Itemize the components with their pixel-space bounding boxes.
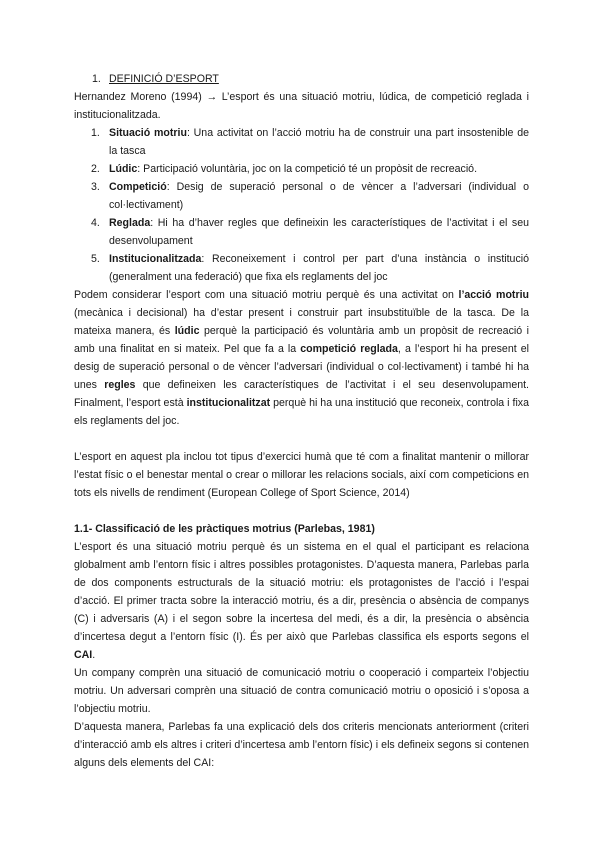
criterion-term: Lúdic	[109, 163, 138, 175]
criterion-item	[74, 124, 529, 160]
criterion-item	[74, 160, 529, 178]
criterion-description: : Desig de superació personal o de vèncer a l’adversari (individual o col·lectivament)	[109, 181, 529, 211]
bold-term: institucionalitzat	[186, 397, 271, 409]
bold-term: regles	[104, 379, 136, 391]
text-run: L’esport és una situació motriu perquè és un sistema en el qual el participant es relaciona globalment amb l’entorn físic i altres possibles protagonistes. D’aquesta manera, Parlebas parla de dos components estructurals de la situació motriu: els protagonistes de l’acció i l’espai d’acció. El primer tracta sobre la interacció motriu, és a dir, presència o absència de companys (C) i adversaris (A) i el segon sobre la incertesa del medi, és a dir, la presència o absència d’incertesa degut a l’entorn físic (I). És per això que Parlebas classifica els esports segons el	[74, 541, 529, 643]
parlebas-paragraph	[74, 538, 529, 664]
definition-criteria-list	[74, 124, 529, 286]
criterion-term: Situació motriu	[109, 127, 187, 139]
bold-term: lúdic	[174, 325, 200, 337]
criterion-number: 4.	[91, 217, 100, 229]
bold-term: l’acció motriu	[458, 289, 529, 301]
text-run: , a l’esport hi ha present el desig de superació personal o de vèncer l’adversari (individual o col·lectivament) i també hi ha unes	[74, 343, 529, 391]
text-run: que defineixen les característiques de l’activitat i el seu desenvolupament. Finalment, l’esport està	[74, 379, 529, 409]
section-number: 1.	[92, 73, 101, 85]
document-body	[74, 70, 529, 772]
spacer	[74, 430, 529, 448]
criterion-term: Institucionalitzada	[109, 253, 202, 265]
text-run: (mecànica i decisional) ha d’estar present i construir part insubstituïble de la tasca. De la mateixa manera, és	[74, 307, 529, 337]
text-run: .	[92, 649, 96, 661]
criterion-description: : Reconeixement i control per part d’una instància o institució (generalment una federació) que fixa els reglaments del joc	[109, 253, 529, 283]
company-adversary-paragraph: Un company comprèn una situació de comunicació motriu o cooperació i comparteix l’objectiu motriu. Un adversari comprèn una situació de contra comunicació motriu o oposició i s’oposa a l’objectiu motriu.	[74, 667, 529, 715]
bold-term: CAI	[74, 649, 93, 661]
bold-term: competició reglada	[300, 343, 398, 355]
text-run: perquè la participació és voluntària amb un propòsit de recreació i amb una finalitat en si mateix. Pel que fa a la	[74, 325, 529, 355]
criterion-term: Reglada	[109, 217, 151, 229]
criterion-description: : Una activitat on l’acció motriu ha de construir una part insostenible de la tasca	[109, 127, 529, 157]
criterion-description: : Participació voluntària, joc on la competició té un propòsit de recreació.	[137, 163, 478, 175]
criterion-item	[74, 214, 529, 250]
criterion-item	[74, 250, 529, 286]
criterion-item	[74, 178, 529, 214]
spacer	[74, 502, 529, 520]
section-title: DEFINICIÓ D’ESPORT	[109, 73, 219, 85]
text-run: perquè hi ha una institució que reconeix, controla i fixa els reglaments del joc.	[74, 397, 529, 427]
ecss-definition-paragraph: L’esport en aquest pla inclou tot tipus d’exercici humà que té com a finalitat mantenir o millorar l’estat físic o el benestar mental o crear o millorar les relacions socials, així com competicions en tots els nivells de rendiment (European College of Sport Science, 2014)	[74, 451, 529, 499]
criterion-description: : Hi ha d’haver regles que defineixin les característiques de l’activitat i el seu desenvolupament	[109, 217, 529, 247]
criterion-number: 3.	[91, 181, 100, 193]
criteria-intro-paragraph: D’aquesta manera, Parlebas fa una explicació dels dos criteris mencionats anteriorment (criteri d’interacció amb els altres i criteri d’incertesa amb l’entorn físic) i els defineix segons si contenen alguns dels elements del CAI:	[74, 721, 529, 769]
text-run: Podem considerar l’esport com una situació motriu perquè és una activitat on	[74, 289, 459, 301]
criterion-number: 2.	[91, 163, 100, 175]
criterion-term: Competició	[109, 181, 167, 193]
definition-explanation-paragraph	[74, 286, 529, 430]
subsection-heading: 1.1- Classificació de les pràctiques motrius (Parlebas, 1981)	[74, 523, 375, 535]
criterion-number: 5.	[91, 253, 100, 265]
criterion-number: 1.	[91, 127, 100, 139]
definition-intro: Hernandez Moreno (1994) → L’esport és una situació motriu, lúdica, de competició reglada i institucionalitzada.	[74, 91, 529, 121]
section-heading	[74, 70, 529, 88]
